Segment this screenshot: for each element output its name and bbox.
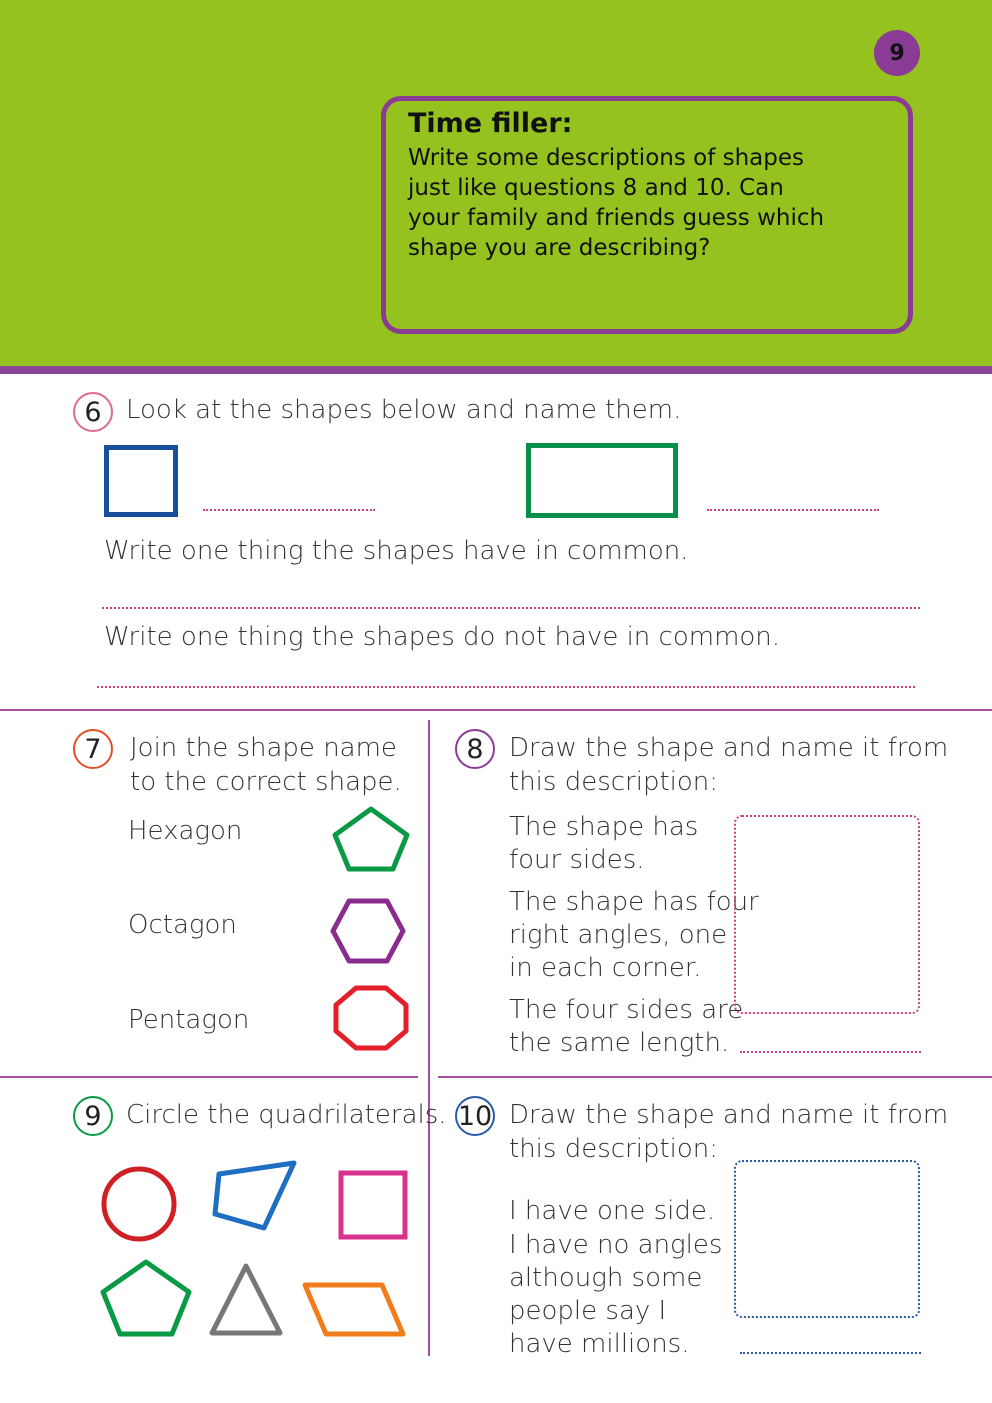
square-icon[interactable] [338,1170,408,1240]
question-8-prompt-line2: this description: [509,767,719,797]
q10-clue-text: people say I [509,1296,667,1326]
q10-clue-text: although some [509,1263,703,1293]
section-divider [0,709,992,711]
q8-clue-text: The four sides are [509,995,744,1025]
question-7-number: 7 [73,729,113,769]
circle-icon[interactable] [100,1165,178,1243]
q8-clue-text: The shape has four [509,887,759,917]
time-filler-line: just like questions 8 and 10. Can [408,175,784,201]
octagon-icon[interactable] [333,985,409,1051]
pentagon-icon[interactable] [100,1259,192,1337]
shape-name-hexagon[interactable]: Hexagon [128,816,243,846]
answer-line-not-common[interactable] [97,686,915,688]
time-filler-line: Write some descriptions of shapes [408,145,804,171]
quadrilateral-icon[interactable] [212,1160,298,1232]
q10-clue-text: I have one side. [509,1196,716,1226]
not-common-prompt: Write one thing the shapes do not have in common. [104,622,781,652]
section-divider [0,1076,418,1078]
question-6-number: 6 [73,392,113,432]
answer-line-common[interactable] [102,607,920,609]
question-10-prompt-line1: Draw the shape and name it from [509,1100,949,1130]
time-filler-title: Time filler: [408,108,573,139]
rectangle-icon [526,443,678,518]
q10-clue-text: I have no angles [509,1230,723,1260]
answer-line-square[interactable] [203,509,375,511]
q10-clue-text: have millions. [509,1329,690,1359]
question-8-number: 8 [455,729,495,769]
q10-drawing-box[interactable] [734,1160,920,1318]
pentagon-icon[interactable] [332,806,410,872]
q8-clue-text: four sides. [509,845,645,875]
question-10-number: 10 [455,1096,495,1136]
time-filler-body [408,143,828,263]
question-8-prompt-line1: Draw the shape and name it from [509,733,949,763]
q8-answer-line[interactable] [740,1051,921,1053]
question-7-prompt-line1: Join the shape name [130,733,397,763]
time-filler-line: shape you are describing? [408,235,711,261]
q8-clue-text: in each corner. [509,953,702,983]
column-divider [428,720,430,1356]
question-10-prompt-line2: this description: [509,1134,719,1164]
shape-name-pentagon[interactable]: Pentagon [128,1005,250,1035]
page-number-badge: 9 [874,30,920,76]
q8-clue-text: right angles, one [509,920,728,950]
q8-clue-text: The shape has [509,812,699,842]
hexagon-icon[interactable] [330,898,406,964]
question-9-number: 9 [73,1096,113,1136]
square-icon [104,445,178,517]
q10-answer-line[interactable] [740,1352,921,1354]
question-9-prompt: Circle the quadrilaterals. [126,1100,447,1130]
parallelogram-icon[interactable] [302,1282,406,1338]
answer-line-rectangle[interactable] [707,509,879,511]
section-divider [438,1076,992,1078]
time-filler-line: your family and friends guess which [408,205,825,231]
q8-clue-text: the same length. [509,1028,730,1058]
shape-name-octagon[interactable]: Octagon [128,910,237,940]
common-prompt: Write one thing the shapes have in common. [104,536,689,566]
triangle-icon[interactable] [209,1262,283,1336]
q8-drawing-box[interactable] [734,815,920,1014]
header-divider [0,366,992,374]
question-7-prompt-line2: to the correct shape. [130,767,402,797]
question-6-prompt: Look at the shapes below and name them. [126,395,682,425]
